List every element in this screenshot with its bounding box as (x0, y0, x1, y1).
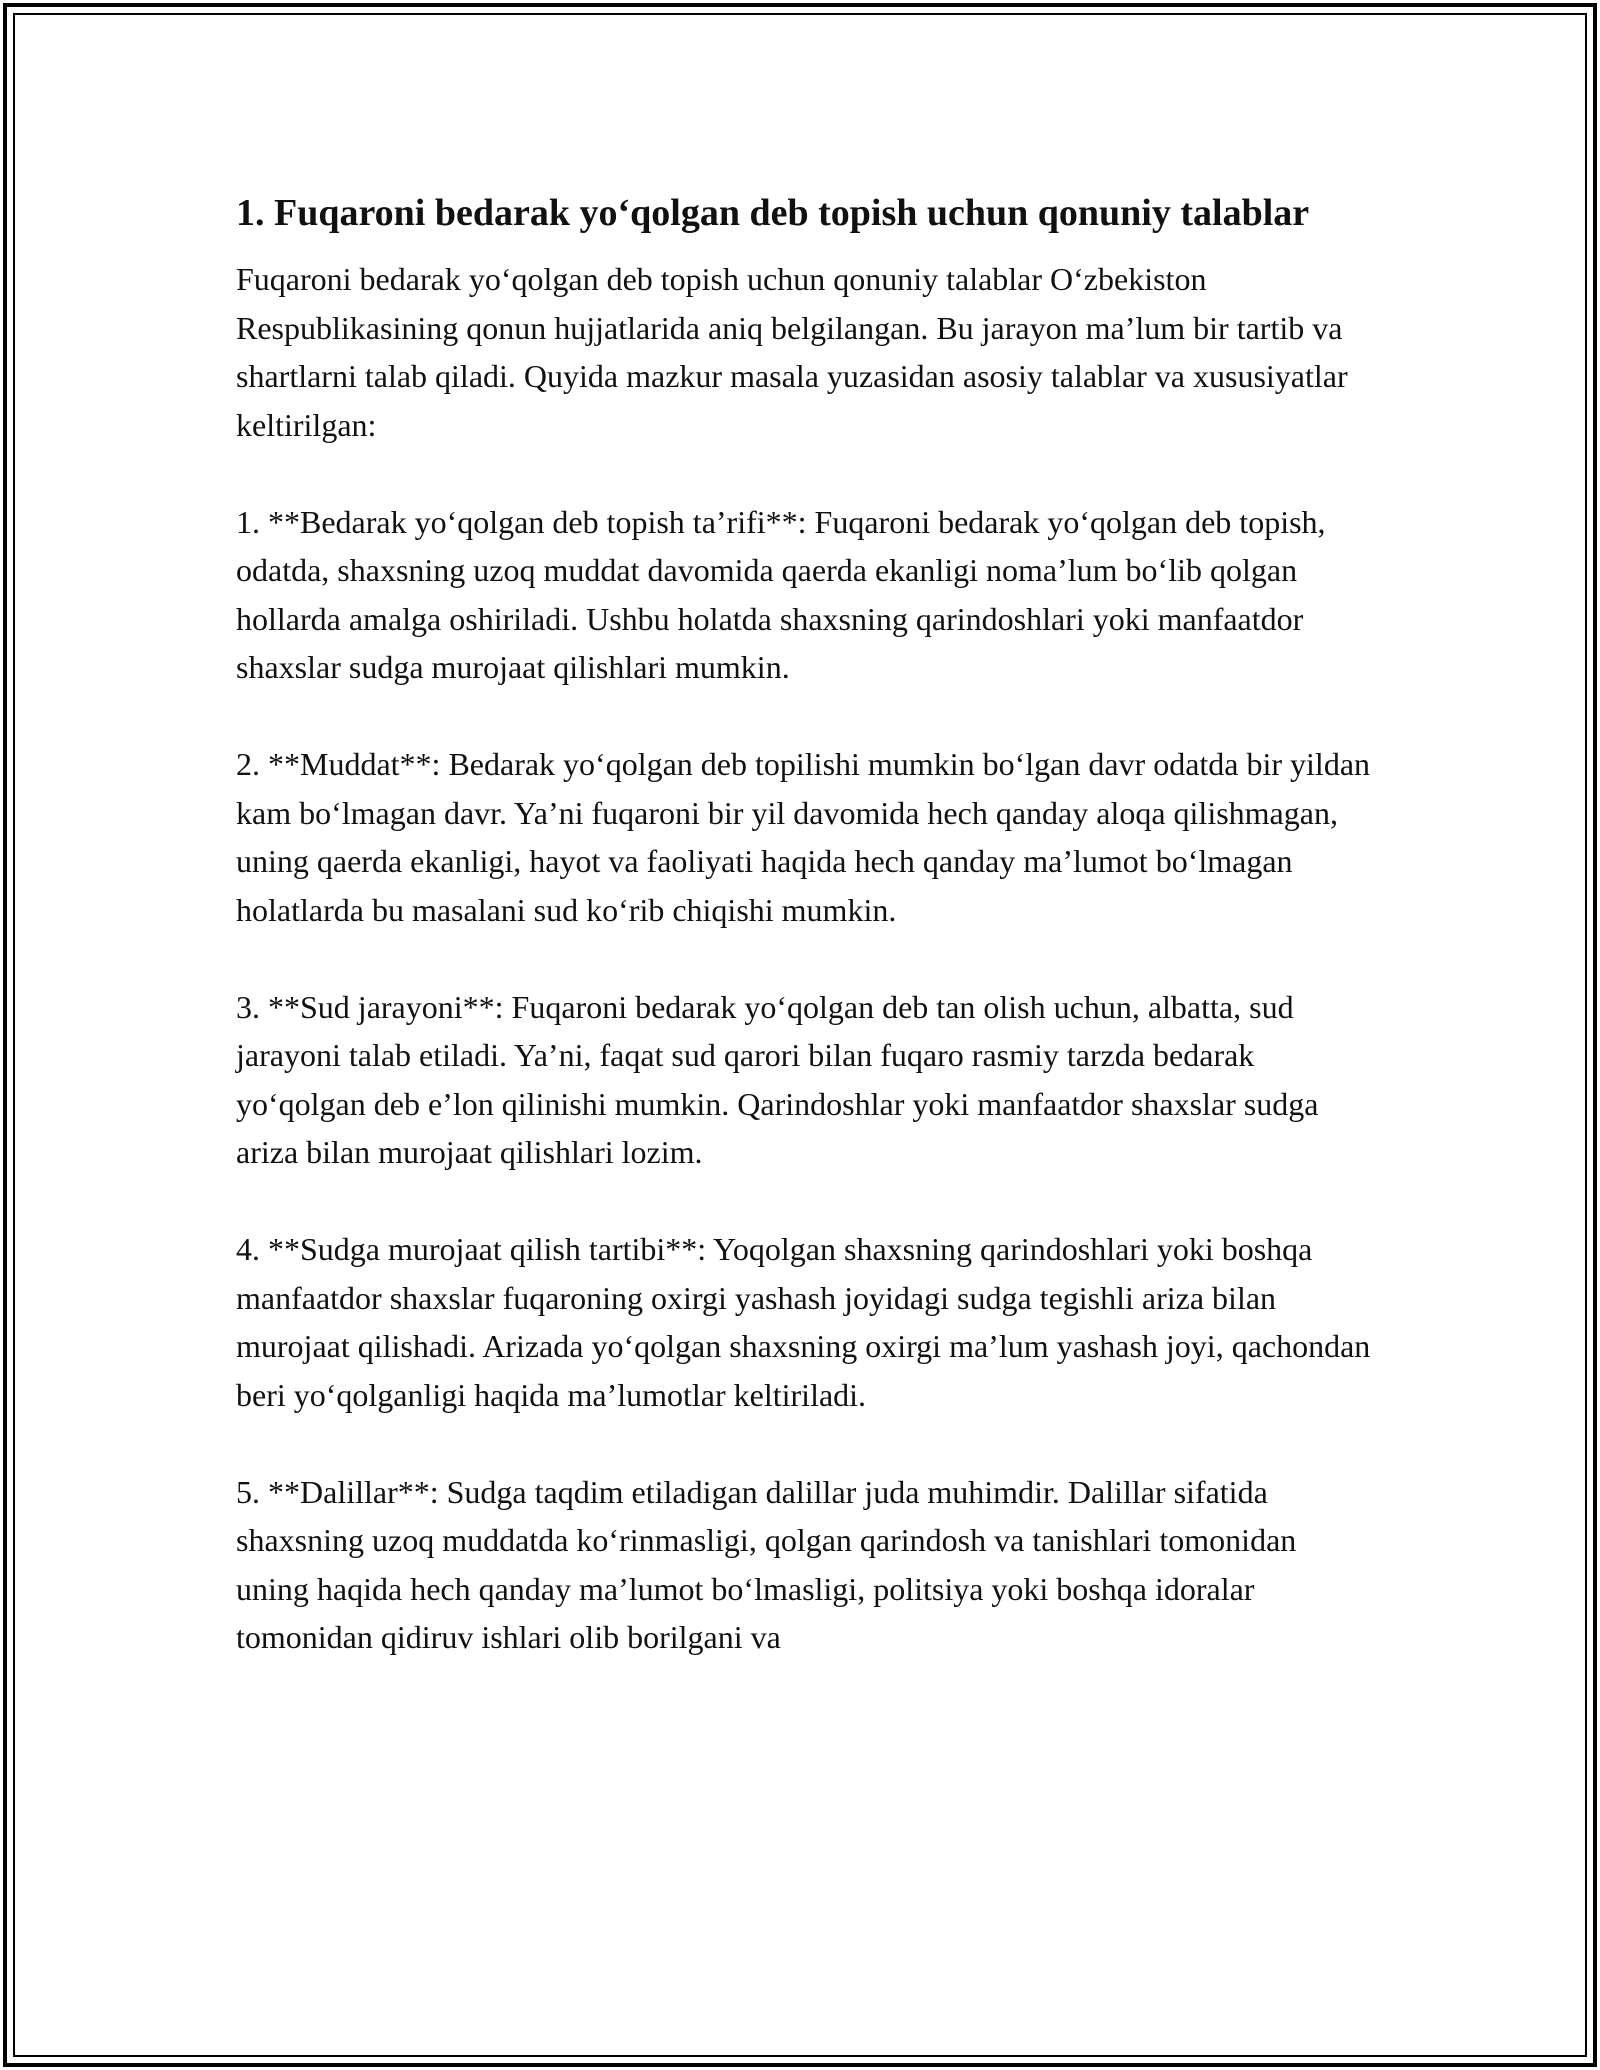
document-body (236, 186, 1376, 1710)
list-item-term: 2. **Muddat**: Bedarak yo‘qolgan deb topilishi mumkin bo‘lgan davr odatda bir yildan kam bo‘lmagan davr. Ya’ni fuqaroni bir yil davomida hech qanday aloqa qilishmagan, uning qaerda ekanligi, hayot va faoliyati haqida hech qanday ma’lumot bo‘lmagan holatlarda bu masalani sud ko‘rib chiqishi mumkin. (236, 746, 1371, 928)
list-item-application-procedure: 4. **Sudga murojaat qilish tartibi**: Yoqolgan shaxsning qarindoshlari yoki boshqa manfaatdor shaxslar fuqaroning oxirgi yashash joyidagi sudga tegishli ariza bilan murojaat qilishadi. Arizada yo‘qolgan shaxsning oxirgi ma’lum yashash joyi, qachondan beri yo‘qolganligi haqida ma’lumotlar keltiriladi. (236, 1231, 1371, 1413)
section-heading: 1. Fuqaroni bedarak yo‘qolgan deb topish uchun qonuniy talablar (236, 192, 1310, 234)
intro-paragraph: Fuqaroni bedarak yo‘qolgan deb topish uchun qonuniy talablar O‘zbekiston Respublikasining qonun hujjatlarida aniq belgilangan. Bu jarayon ma’lum bir tartib va shartlarni talab qiladi. Quyida mazkur masala yuzasidan asosiy talablar va xususiyatlar keltirilgan: (236, 261, 1348, 443)
list-item-court-process: 3. **Sud jarayoni**: Fuqaroni bedarak yo‘qolgan deb tan olish uchun, albatta, sud jarayoni talab etiladi. Ya’ni, faqat sud qarori bilan fuqaro rasmiy tarzda bedarak yo‘qolgan deb e’lon qilinishi mumkin. Qarindoshlar yoki manfaatdor shaxslar sudga ariza bilan murojaat qilishlari lozim. (236, 988, 1319, 1170)
list-item-definition: 1. **Bedarak yo‘qolgan deb topish ta’rifi**: Fuqaroni bedarak yo‘qolgan deb topish, odatda, shaxsning uzoq muddat davomida qaerda ekanligi noma’lum bo‘lib qolgan hollarda amalga oshiriladi. Ushbu holatda shaxsning qarindoshlari yoki manfaatdor shaxslar sudga murojaat qilishlari mumkin. (236, 503, 1326, 685)
list-item-evidence: 5. **Dalillar**: Sudga taqdim etiladigan dalillar juda muhimdir. Dalillar sifatida shaxsning uzoq muddatda ko‘rinmasligi, qolgan qarindosh va tanishlari tomonidan uning haqida hech qanday ma’lumot bo‘lmasligi, politsiya yoki boshqa idoralar tomonidan qidiruv ishlari olib borilgani va (236, 1473, 1297, 1655)
